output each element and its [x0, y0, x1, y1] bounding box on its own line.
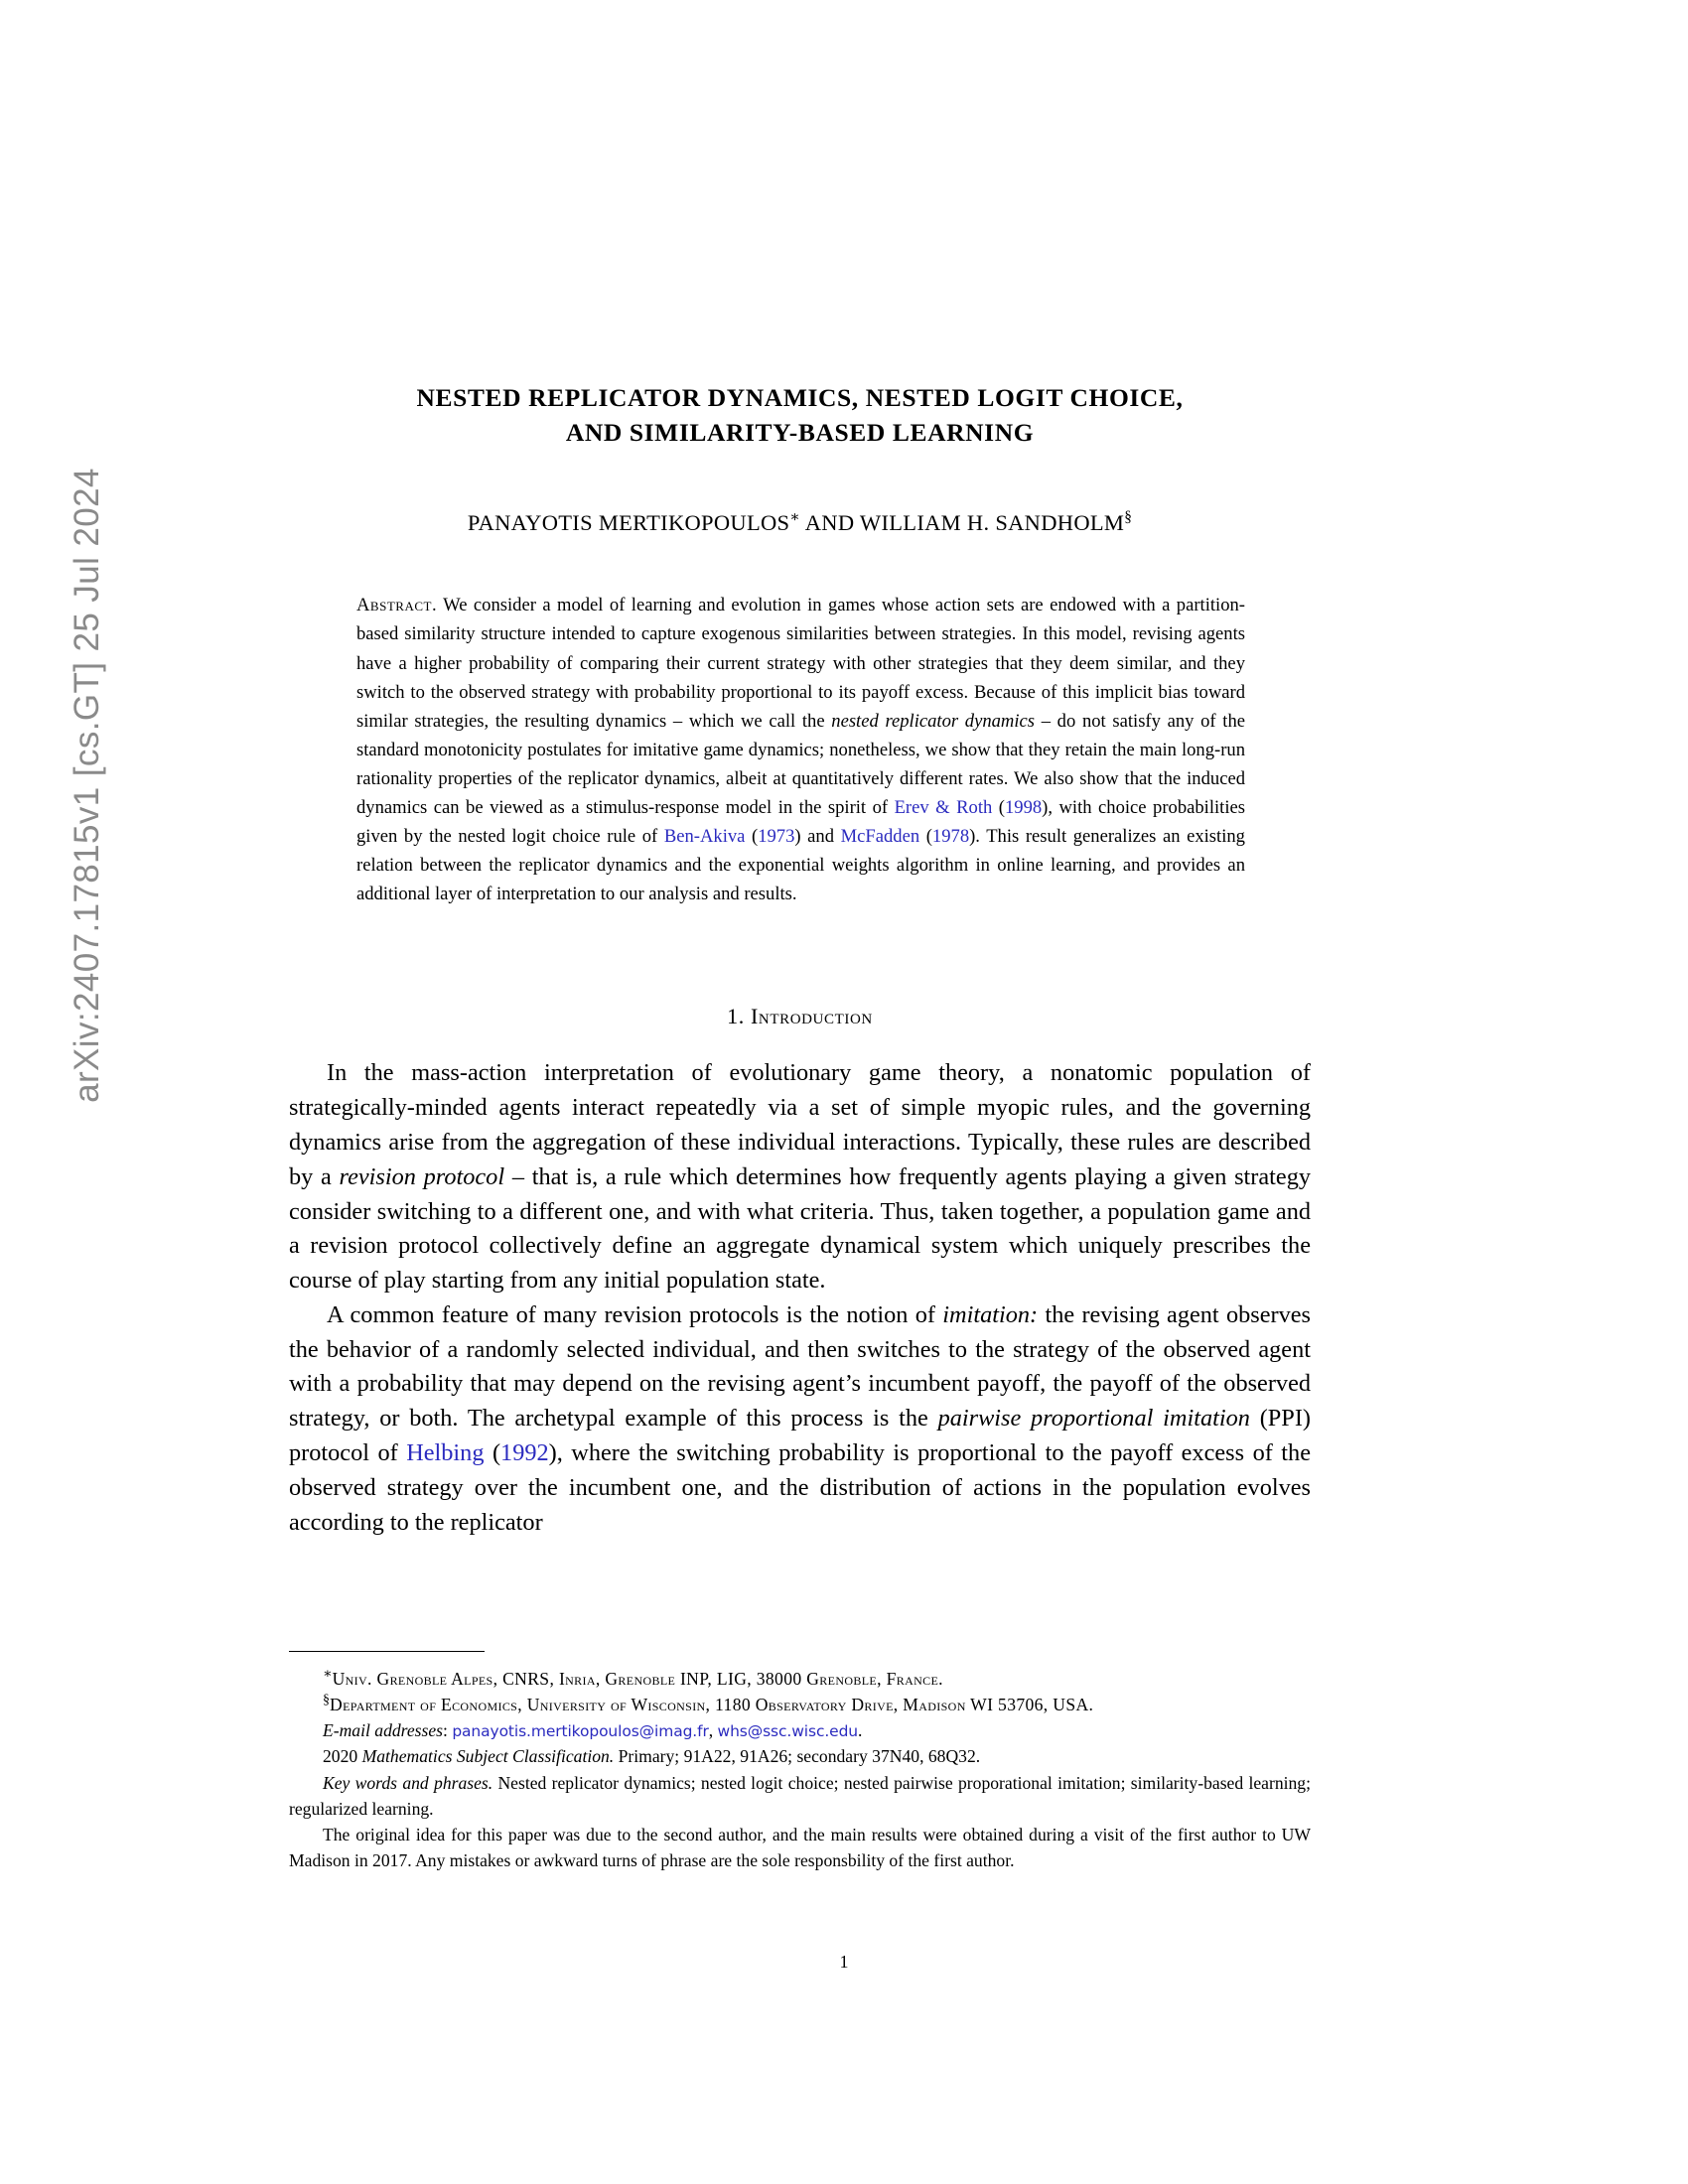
paragraph-2-text-b: the revising agent observes the behavior of a randomly selected individual, and then switches to the strategy of the observed agent with a probability that may depend on the revising agent’s incumbent payoff, the payoff of the observed strategy, or both. The archetypal example of this process is the — [289, 1300, 1311, 1433]
footnote-affiliation-2 — [289, 1692, 1311, 1717]
citation-erev-roth-year[interactable]: 1998 — [1004, 797, 1043, 819]
footnote-mark-asterisk: ∗ — [323, 1666, 333, 1683]
footnote-mark-section: § — [323, 1692, 331, 1708]
paragraph-2-italic-term-2: pairwise proportional imitation — [937, 1405, 1250, 1433]
abstract-text-3: ( — [992, 797, 1005, 819]
paragraph-1-text-a: In the mass-action interpretation of evolutionary game theory, a nonatomic population of strategically-minded agents interact repeatedly via a set of simple myopic rules, and the governing dynamics arise from the aggregation of these individual interactions. Typically, these rules are described by a — [289, 1059, 1311, 1190]
abstract-text-4: ), with choice probabilities given by the nested logit choice rule of — [356, 797, 1245, 848]
abstract — [356, 591, 1245, 908]
author-second-footnote-mark: § — [1124, 508, 1133, 526]
citation-mcfadden-year[interactable]: 1978 — [931, 826, 970, 848]
page-number: 1 — [839, 1952, 849, 1972]
abstract-text-8: ). This result generalizes an existing relation between the replicator dynamics and the exponential weights algorithm in online learning, and provides an additional layer of interpretation to our analysis and results. — [356, 826, 1245, 905]
footnote-keywords-label: Key words and phrases. — [323, 1772, 493, 1793]
paragraph-2 — [289, 1298, 1311, 1540]
footnote-msc-text: Primary; 91A22, 91A26; secondary 37N40, 68Q32. — [614, 1746, 981, 1767]
abstract-text-5: ( — [745, 826, 759, 848]
footnote-emails-label: E-mail addresses — [323, 1720, 444, 1741]
paragraph-2-text-e: ), where the switching probability is proportional to the payoff excess of the observed strategy over the incumbent one, and the distribution of actions in the population evolves according to the replicator — [289, 1439, 1311, 1536]
email-link-mertikopoulos[interactable]: panayotis.mertikopoulos@imag.fr — [452, 1722, 709, 1741]
citation-helbing-year[interactable]: 1992 — [500, 1439, 549, 1466]
citation-ben-akiva-year[interactable]: 1973 — [758, 826, 795, 848]
paragraph-1-text-b: – that is, a rule which determines how frequently agents playing a given strategy consider switching to a different one, and with what criteria. Thus, taken together, a population game and a revision protocol collectively define an aggregate dynamical system which uniquely prescribes the course of play starting from any initial population state. — [289, 1162, 1312, 1295]
arxiv-stamp: arXiv:2407.17815v1 [cs.GT] 25 Jul 2024 — [68, 468, 106, 1103]
footnote-separator-rule — [289, 1651, 485, 1652]
footnote-affiliation-1-text: Univ. Grenoble Alpes, CNRS, Inria, Grenoble INP, LIG, 38000 Grenoble, France. — [332, 1669, 943, 1689]
title-line-1: NESTED REPLICATOR DYNAMICS, NESTED LOGIT CHOICE, — [416, 383, 1184, 412]
footnote-keywords-text: Nested replicator dynamics; nested logit choice; nested pairwise proporational imitation; similarity-based learning; regularized learning. — [289, 1772, 1311, 1819]
abstract-text-6: ) and — [794, 826, 841, 848]
footnote-emails — [289, 1717, 1311, 1743]
footnote-emails-colon: : — [443, 1720, 453, 1741]
paragraph-1-italic-term: revision protocol — [339, 1162, 505, 1190]
citation-mcfadden[interactable]: McFadden — [840, 826, 920, 848]
citation-erev-roth[interactable]: Erev & Roth — [894, 797, 993, 819]
author-first: PANAYOTIS MERTIKOPOULOS — [467, 510, 790, 536]
paper-content — [289, 0, 1311, 1540]
section-number: 1. — [727, 1004, 745, 1029]
footnote-affiliation-1 — [289, 1666, 1311, 1692]
abstract-text-1: We consider a model of learning and evolution in games whose action sets are endowed with a partition-based similarity structure intended to capture exogenous similarities between strategies. In this model, revising agents have a higher probability of comparing their current strategy with other strategies that they deem similar, and they switch to the observed strategy with probability proportional to its payoff excess. Because of this implicit bias toward similar strategies, the resulting dynamics – which we call the — [356, 595, 1245, 732]
footnote-msc-label: Mathematics Subject Classification. — [361, 1746, 615, 1767]
footnote-affiliation-2-text: Department of Economics, University of Wisconsin, 1180 Observatory Drive, Madison WI 53706, USA. — [330, 1695, 1094, 1715]
paragraph-2-italic-term-1: imitation: — [942, 1300, 1039, 1328]
footnote-msc-year: 2020 — [323, 1746, 362, 1767]
paragraph-2-text-c: (PPI) protocol of — [289, 1405, 1311, 1466]
section-heading-introduction — [289, 1004, 1311, 1029]
author-list — [289, 510, 1311, 536]
footnote-msc — [289, 1743, 1311, 1769]
citation-ben-akiva[interactable]: Ben-Akiva — [663, 826, 746, 848]
paragraph-2-text-d: ( — [484, 1439, 501, 1466]
page-title — [289, 380, 1311, 450]
paragraph-1 — [289, 1056, 1311, 1297]
author-conjunction: AND WILLIAM H. SANDHOLM — [800, 510, 1125, 536]
email-link-sandholm[interactable]: whs@ssc.wisc.edu — [717, 1722, 859, 1741]
section-title: Introduction — [750, 1004, 873, 1029]
abstract-italic-term-1: nested replicator dynamics — [831, 710, 1036, 732]
author-first-footnote-mark: ∗ — [789, 508, 801, 526]
title-line-2: AND SIMILARITY-BASED LEARNING — [565, 418, 1035, 448]
footnote-acknowledgement: The original idea for this paper was due to the second author, and the main results were obtained during a visit of the first author to UW Madison in 2017. Any mistakes or awkward turns of phrase are the sole responsbility of the first author. — [289, 1824, 1311, 1870]
footnote-block — [289, 1666, 1311, 1873]
abstract-text-2: – do not satisfy any of the standard monotonicity postulates for imitative game dynamics; nonetheless, we show that they retain the main long-run rationality properties of the replicator dynamics, albeit at quantitatively different rates. We also show that the induced dynamics can be viewed as a stimulus-response model in the spirit of — [356, 710, 1245, 819]
abstract-label: Abstract. — [356, 595, 438, 616]
body-text — [289, 1056, 1311, 1540]
footnote-keywords — [289, 1770, 1311, 1822]
abstract-text-7: ( — [919, 826, 932, 848]
footnote-emails-period: . — [858, 1720, 863, 1741]
citation-helbing[interactable]: Helbing — [406, 1439, 485, 1466]
paragraph-2-text-a: A common feature of many revision protocols is the notion of — [327, 1300, 943, 1328]
footnote-emails-separator: , — [708, 1720, 718, 1741]
